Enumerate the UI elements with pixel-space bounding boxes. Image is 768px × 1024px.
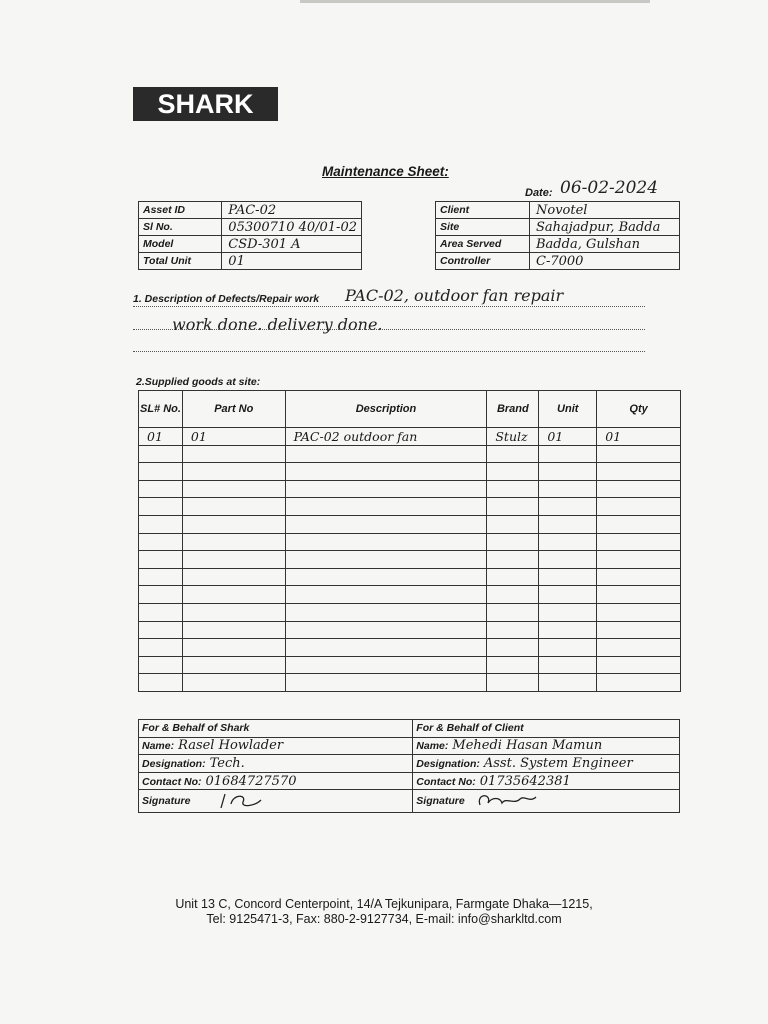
goods-cell: PAC-02 outdoor fan (285, 428, 487, 446)
goods-cell (597, 533, 681, 551)
info-label: Site (436, 219, 530, 236)
goods-cell (285, 586, 487, 604)
goods-cell (487, 603, 539, 621)
goods-column-header: Qty (597, 391, 681, 428)
info-value: 05300710 40/01-02 (222, 219, 362, 236)
goods-cell (487, 480, 539, 498)
client-name-cell (413, 737, 680, 755)
goods-cell (539, 463, 597, 481)
dotted-line (133, 306, 645, 307)
table-row (139, 656, 681, 674)
goods-cell (139, 639, 183, 657)
goods-cell (597, 515, 681, 533)
info-row (139, 236, 362, 253)
goods-cell (182, 674, 285, 692)
goods-cell (597, 445, 681, 463)
goods-cell: 01 (182, 428, 285, 446)
goods-cell (285, 515, 487, 533)
goods-cell (487, 551, 539, 569)
goods-cell (487, 533, 539, 551)
goods-cell (285, 498, 487, 516)
client-designation-label: Designation: (416, 757, 480, 770)
goods-cell (285, 445, 487, 463)
shark-designation-cell (139, 755, 413, 773)
scan-edge (300, 0, 650, 3)
goods-column-header: Description (285, 391, 487, 428)
client-designation-cell (413, 755, 680, 773)
client-signature-label: Signature (416, 795, 465, 808)
client-signature-scribble (474, 791, 554, 811)
goods-cell (285, 674, 487, 692)
goods-cell (182, 551, 285, 569)
goods-cell (597, 498, 681, 516)
shark-name-value: Rasel Howlader (178, 738, 284, 754)
goods-cell (597, 551, 681, 569)
goods-cell (139, 445, 183, 463)
goods-cell (139, 533, 183, 551)
goods-cell (487, 515, 539, 533)
goods-cell (539, 480, 597, 498)
signature-table (138, 719, 680, 813)
shark-contact-value: 01684727570 (205, 773, 297, 789)
goods-cell (139, 621, 183, 639)
goods-column-header: SL# No. (139, 391, 183, 428)
client-name-value: Mehedi Hasan Mamun (452, 738, 603, 754)
goods-cell (597, 480, 681, 498)
shark-signature-label: Signature (142, 795, 191, 808)
goods-cell (539, 515, 597, 533)
goods-cell (539, 568, 597, 586)
goods-cell (285, 603, 487, 621)
table-row (139, 551, 681, 569)
goods-cell (182, 621, 285, 639)
goods-cell (597, 586, 681, 604)
goods-cell (182, 480, 285, 498)
info-value: 01 (222, 253, 362, 270)
goods-cell (539, 639, 597, 657)
info-value: Novotel (530, 202, 680, 219)
info-label: Client (436, 202, 530, 219)
shark-contact-cell (139, 772, 413, 790)
goods-cell (487, 674, 539, 692)
goods-cell (487, 639, 539, 657)
info-row (436, 219, 680, 236)
info-row (139, 202, 362, 219)
client-contact-value: 01735642381 (479, 773, 571, 789)
info-value: CSD-301 A (222, 236, 362, 253)
table-row (139, 515, 681, 533)
goods-cell (597, 603, 681, 621)
goods-cell (487, 621, 539, 639)
supplied-goods-table (138, 390, 681, 692)
goods-cell (539, 498, 597, 516)
goods-cell (285, 463, 487, 481)
supplied-goods-label: 2.Supplied goods at site: (136, 376, 261, 388)
goods-cell (487, 586, 539, 604)
shark-behalf-heading: For & Behalf of Shark (139, 720, 413, 738)
info-row (139, 219, 362, 236)
table-row (139, 603, 681, 621)
client-contact-cell (413, 772, 680, 790)
info-label: Sl No. (139, 219, 222, 236)
table-row (139, 674, 681, 692)
goods-cell (182, 568, 285, 586)
goods-cell (285, 533, 487, 551)
defects-label: 1. Description of Defects/Repair work (133, 293, 320, 305)
goods-cell (487, 445, 539, 463)
table-row (139, 586, 681, 604)
info-row (139, 253, 362, 270)
dotted-line (133, 351, 645, 352)
goods-cell (139, 603, 183, 621)
goods-cell (139, 656, 183, 674)
footer-contact: Tel: 9125471-3, Fax: 880-2-9127734, E-mail: info@sharkltd.com (206, 912, 562, 926)
shark-signature-cell (139, 790, 413, 813)
table-row (139, 568, 681, 586)
goods-cell (487, 568, 539, 586)
goods-cell (139, 674, 183, 692)
goods-cell (182, 515, 285, 533)
goods-cell (139, 498, 183, 516)
goods-cell (139, 568, 183, 586)
goods-cell (539, 533, 597, 551)
defects-line-2: work done. delivery done. (172, 315, 383, 334)
table-row (139, 445, 681, 463)
shark-name-label: Name: (142, 740, 175, 753)
info-value: Sahajadpur, Badda (530, 219, 680, 236)
info-row (436, 236, 680, 253)
goods-cell (539, 603, 597, 621)
shark-signature-scribble (213, 790, 303, 812)
goods-cell (139, 515, 183, 533)
client-signature-cell (413, 790, 680, 813)
goods-cell (182, 639, 285, 657)
goods-cell (487, 463, 539, 481)
goods-cell (597, 568, 681, 586)
sheet-title: Maintenance Sheet: (322, 164, 449, 179)
goods-column-header: Part No (182, 391, 285, 428)
info-label: Controller (436, 253, 530, 270)
client-designation-value: Asst. System Engineer (483, 755, 633, 771)
goods-cell (487, 656, 539, 674)
goods-cell (597, 656, 681, 674)
goods-cell (539, 674, 597, 692)
table-row (139, 533, 681, 551)
goods-cell (285, 621, 487, 639)
goods-cell (539, 656, 597, 674)
date-value: 06-02-2024 (560, 178, 659, 198)
goods-cell (139, 480, 183, 498)
info-label: Model (139, 236, 222, 253)
goods-cell (539, 445, 597, 463)
dotted-line (133, 329, 645, 330)
goods-cell: 01 (539, 428, 597, 446)
goods-column-header: Brand (487, 391, 539, 428)
goods-cell (285, 639, 487, 657)
asset-info-table (138, 201, 362, 270)
client-name-label: Name: (416, 740, 449, 753)
table-row (139, 463, 681, 481)
table-row (139, 480, 681, 498)
info-value: Badda, Gulshan (530, 236, 680, 253)
shark-contact-label: Contact No: (142, 775, 202, 788)
info-row (436, 253, 680, 270)
goods-cell (182, 445, 285, 463)
goods-cell (139, 463, 183, 481)
goods-cell: 01 (597, 428, 681, 446)
goods-cell (285, 568, 487, 586)
table-row (139, 498, 681, 516)
goods-cell (539, 586, 597, 604)
info-value: C-7000 (530, 253, 680, 270)
goods-cell (487, 498, 539, 516)
footer-address: Unit 13 C, Concord Centerpoint, 14/A Tejkunipara, Farmgate Dhaka—1215, (175, 897, 593, 911)
shark-logo: SHARK (133, 87, 278, 121)
goods-cell (285, 656, 487, 674)
info-label: Total Unit (139, 253, 222, 270)
goods-cell (139, 551, 183, 569)
goods-cell (597, 463, 681, 481)
shark-designation-value: Tech. (209, 755, 245, 771)
goods-cell (182, 533, 285, 551)
client-contact-label: Contact No: (416, 775, 476, 788)
date-label: Date: (525, 187, 553, 199)
shark-designation-label: Designation: (142, 757, 206, 770)
info-label: Area Served (436, 236, 530, 253)
info-row (436, 202, 680, 219)
shark-name-cell (139, 737, 413, 755)
goods-cell (182, 656, 285, 674)
goods-cell (597, 639, 681, 657)
goods-cell: 01 (139, 428, 183, 446)
goods-cell (182, 603, 285, 621)
goods-cell (182, 463, 285, 481)
table-row (139, 639, 681, 657)
goods-cell (285, 480, 487, 498)
goods-cell (539, 551, 597, 569)
goods-cell (139, 586, 183, 604)
goods-cell (539, 621, 597, 639)
info-value: PAC-02 (222, 202, 362, 219)
client-info-table (435, 201, 680, 270)
goods-cell (597, 621, 681, 639)
goods-column-header: Unit (539, 391, 597, 428)
table-row (139, 621, 681, 639)
goods-cell: Stulz (487, 428, 539, 446)
info-label: Asset ID (139, 202, 222, 219)
goods-cell (597, 674, 681, 692)
goods-cell (182, 498, 285, 516)
goods-cell (285, 551, 487, 569)
defects-line-1: PAC-02, outdoor fan repair (345, 286, 564, 305)
table-row (139, 428, 681, 446)
goods-cell (182, 586, 285, 604)
client-behalf-heading: For & Behalf of Client (413, 720, 680, 738)
